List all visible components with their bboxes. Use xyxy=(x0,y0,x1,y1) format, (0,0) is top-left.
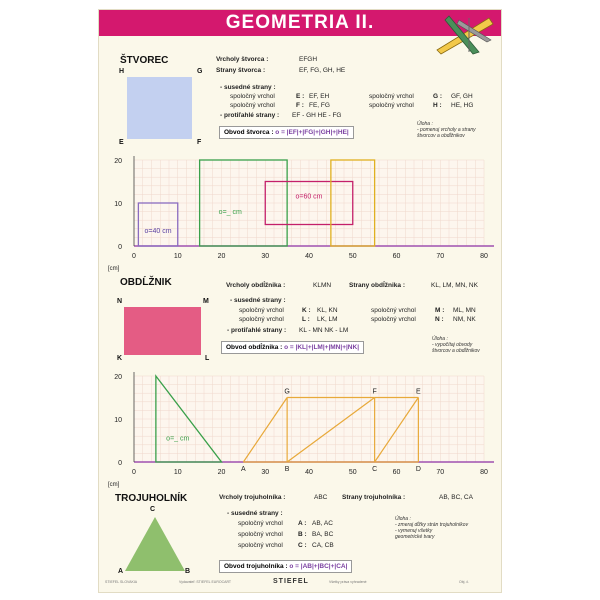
figure-point-label: G xyxy=(284,388,290,396)
square-perimeter-formula: o = |EF|+|FG|+|GH|+|HE| xyxy=(275,129,349,136)
x-tick-label: 80 xyxy=(480,469,488,476)
tri-vertex-b: B xyxy=(185,568,191,575)
tri-adj-vertex: B : xyxy=(298,531,307,538)
rect-heading: OBDĹŽNIK xyxy=(120,277,172,288)
figure-point-label: F xyxy=(372,388,377,396)
tri-task-line: geometrické tvary xyxy=(395,534,435,540)
shape-label: o=_ cm xyxy=(218,208,242,216)
tri-perimeter-box xyxy=(219,560,352,573)
square-adjacent-label: - susedné strany : xyxy=(220,84,276,91)
square-adj-label: spoločný vrchol xyxy=(369,93,414,100)
square-perimeter-label: Obvod štvorca : xyxy=(224,129,274,136)
rect-task-line: štvorcov a obdĺžnikov xyxy=(432,348,480,354)
tri-adj-sides: CA, CB xyxy=(312,542,334,549)
x-tick-label: 50 xyxy=(348,469,357,476)
shape-label: o=40 cm xyxy=(144,228,172,236)
tri-adj-label: spoločný vrchol xyxy=(238,520,283,527)
square-task-title: Úloha : xyxy=(417,121,433,127)
square-adj-sides: GF, GH xyxy=(451,93,473,100)
figure-point-label: D xyxy=(415,466,421,473)
rect-vertices-value: KLMN xyxy=(313,282,332,289)
square-task xyxy=(417,121,476,139)
rect-sides-value: KL, LM, MN, NK xyxy=(431,282,478,289)
rect-perimeter-label: Obvod obdĺžnika : xyxy=(226,344,283,351)
square-vertices-value: EFGH xyxy=(299,56,318,63)
y-tick-label: 10 xyxy=(114,417,122,424)
square-adj-vertex: E : xyxy=(296,93,305,100)
tri-adj-sides: BA, BC xyxy=(312,531,334,538)
y-tick-label: 0 xyxy=(118,244,122,251)
rect-adj-sides: KL, KN xyxy=(317,307,338,314)
x-tick-label: 30 xyxy=(261,469,270,476)
tri-task-line: - zmeraj dĺžky strán trojuholníkov xyxy=(395,522,469,528)
rect-task-line: - vypočítaj obvody xyxy=(432,342,473,348)
figure-point-label: A xyxy=(241,466,246,473)
rect-adjacent-label: - susedné strany : xyxy=(230,297,286,304)
x-tick-label: 20 xyxy=(217,469,226,476)
x-tick-label: 0 xyxy=(132,469,136,476)
rect-task xyxy=(432,336,480,354)
unit-label: [cm] xyxy=(108,266,120,272)
x-tick-label: 20 xyxy=(217,253,226,260)
rect-vertex-m: M xyxy=(203,298,209,305)
rect-perimeter-box xyxy=(221,341,364,354)
square-adj-vertex: G : xyxy=(433,93,443,100)
square-sides-value: EF, FG, GH, HE xyxy=(299,67,346,74)
y-tick-label: 20 xyxy=(114,158,122,165)
square-adj-label: spoločný vrchol xyxy=(230,102,275,109)
square-adj-label: spoločný vrchol xyxy=(369,102,414,109)
rect-adj-vertex: L : xyxy=(302,316,310,323)
rect-adj-label: spoločný vrchol xyxy=(371,307,416,314)
rect-grid-chart xyxy=(99,360,501,490)
rect-opposite-label: - protiľahlé strany : xyxy=(227,327,287,334)
square-adj-sides: FE, FG xyxy=(309,102,330,109)
tri-vertices-value: ABC xyxy=(314,494,328,501)
figure-point-label: C xyxy=(372,466,378,473)
rect-adj-sides: LK, LM xyxy=(317,316,338,323)
tri-task xyxy=(395,516,468,540)
tri-perimeter-label: Obvod trojuholníka : xyxy=(224,563,288,570)
rect-task-title: Úloha : xyxy=(432,336,448,342)
tri-vertices-label: Vrcholy trojuholníka : xyxy=(219,494,286,501)
tri-adj-vertex: A : xyxy=(298,520,307,527)
square-adj-label: spoločný vrchol xyxy=(230,93,275,100)
rect-perimeter-formula: o = |KL|+|LM|+|MN|+|NK| xyxy=(284,344,360,351)
x-tick-label: 50 xyxy=(348,253,357,260)
x-tick-label: 40 xyxy=(305,469,313,476)
tri-sides-label: Strany trojuholníka : xyxy=(342,494,406,501)
x-tick-label: 70 xyxy=(436,469,445,476)
square-task-line: štvorcov a obdĺžnikov xyxy=(417,133,465,139)
footer-left-text: STIEFEL SLOVAKIA xyxy=(105,580,138,584)
x-tick-label: 70 xyxy=(436,253,445,260)
rect-adj-label: spoločný vrchol xyxy=(239,307,284,314)
square-vertex-e: E xyxy=(119,139,124,146)
x-tick-label: 80 xyxy=(480,253,488,260)
rect-sides-label: Strany obdĺžnika : xyxy=(349,282,405,289)
rect-adj-label: spoločný vrchol xyxy=(371,316,416,323)
square-opposite-value: EF - GH HE - FG xyxy=(292,112,342,119)
square-adj-vertex: F : xyxy=(296,102,304,109)
rect-vertices-label: Vrcholy obdĺžnika : xyxy=(226,282,286,289)
x-tick-label: 60 xyxy=(392,253,401,260)
square-adj-sides: HE, HG xyxy=(451,102,474,109)
square-sides-label: Strany štvorca : xyxy=(216,67,266,74)
tri-task-line: - vymenuj všetky xyxy=(395,528,433,534)
rect-adj-sides: ML, MN xyxy=(453,307,476,314)
tri-perimeter-formula: o = |AB|+|BC|+|CA| xyxy=(289,563,348,570)
rect-opposite-value: KL - MN NK - LM xyxy=(299,327,349,334)
square-grid-chart xyxy=(99,144,501,274)
square-vertex-f: F xyxy=(197,139,202,146)
tri-adjacent-label: - susedné strany : xyxy=(227,510,283,517)
figure-point-label: E xyxy=(416,388,421,396)
square-adj-sides: EF, EH xyxy=(309,93,330,100)
footer-right-text: Obj. č. xyxy=(459,580,470,584)
square-vertex-h: H xyxy=(119,68,125,75)
rect-adj-label: spoločný vrchol xyxy=(239,316,284,323)
square-vertices-label: Vrcholy štvorca : xyxy=(216,56,269,63)
x-tick-label: 40 xyxy=(305,253,313,260)
rect-adj-vertex: N : xyxy=(435,316,444,323)
y-tick-label: 10 xyxy=(114,201,122,208)
rect-adj-vertex: K : xyxy=(302,307,311,314)
tri-task-title: Úloha : xyxy=(395,516,411,522)
unit-label: [cm] xyxy=(108,482,120,488)
rect-vertex-n: N xyxy=(117,298,123,305)
tri-vertex-c: C xyxy=(150,506,156,513)
y-tick-label: 20 xyxy=(114,374,122,381)
square-shape xyxy=(127,77,192,139)
tri-adj-sides: AB, AC xyxy=(312,520,333,527)
square-adj-vertex: H : xyxy=(433,102,442,109)
x-tick-label: 10 xyxy=(173,469,182,476)
rect-shape xyxy=(124,307,201,355)
x-tick-label: 10 xyxy=(173,253,182,260)
figure-point-label: B xyxy=(284,466,290,473)
rect-vertex-k: K xyxy=(117,355,123,362)
tri-adj-label: spoločný vrchol xyxy=(238,542,283,549)
tri-sides-value: AB, BC, CA xyxy=(439,494,473,501)
tri-adj-label: spoločný vrchol xyxy=(238,531,283,538)
rect-vertex-l: L xyxy=(205,355,210,362)
x-tick-label: 0 xyxy=(132,253,136,260)
shape-label: o=_ cm xyxy=(166,435,190,443)
square-task-line: - pomenuj vrcholy a strany xyxy=(417,127,476,133)
tri-heading: TROJUHOLNÍK xyxy=(115,493,188,504)
y-tick-label: 0 xyxy=(118,460,122,467)
drawing-tools-icon xyxy=(429,12,499,56)
square-vertex-g: G xyxy=(197,68,203,75)
x-tick-label: 60 xyxy=(392,469,401,476)
shape-label: o=60 cm xyxy=(295,193,323,201)
stiefel-logo: STIEFEL xyxy=(273,578,309,585)
poster xyxy=(99,10,501,592)
square-perimeter-box xyxy=(219,126,354,139)
page-title: GEOMETRIA II. xyxy=(225,12,375,33)
rect-adj-vertex: M : xyxy=(435,307,445,314)
square-heading: ŠTVOREC xyxy=(120,55,169,66)
footer-mid-right-text: Všetky práva vyhradené xyxy=(329,580,367,584)
x-tick-label: 30 xyxy=(261,253,270,260)
footer-mid-left-text: Vydavateľ: STIEFEL EUROCART xyxy=(179,580,232,584)
tri-vertex-a: A xyxy=(118,568,124,575)
rect-adj-sides: NM, NK xyxy=(453,316,476,323)
triangle-shape xyxy=(123,515,187,573)
tri-adj-vertex: C : xyxy=(298,542,307,549)
square-opposite-label: - protiľahlé strany : xyxy=(220,112,280,119)
